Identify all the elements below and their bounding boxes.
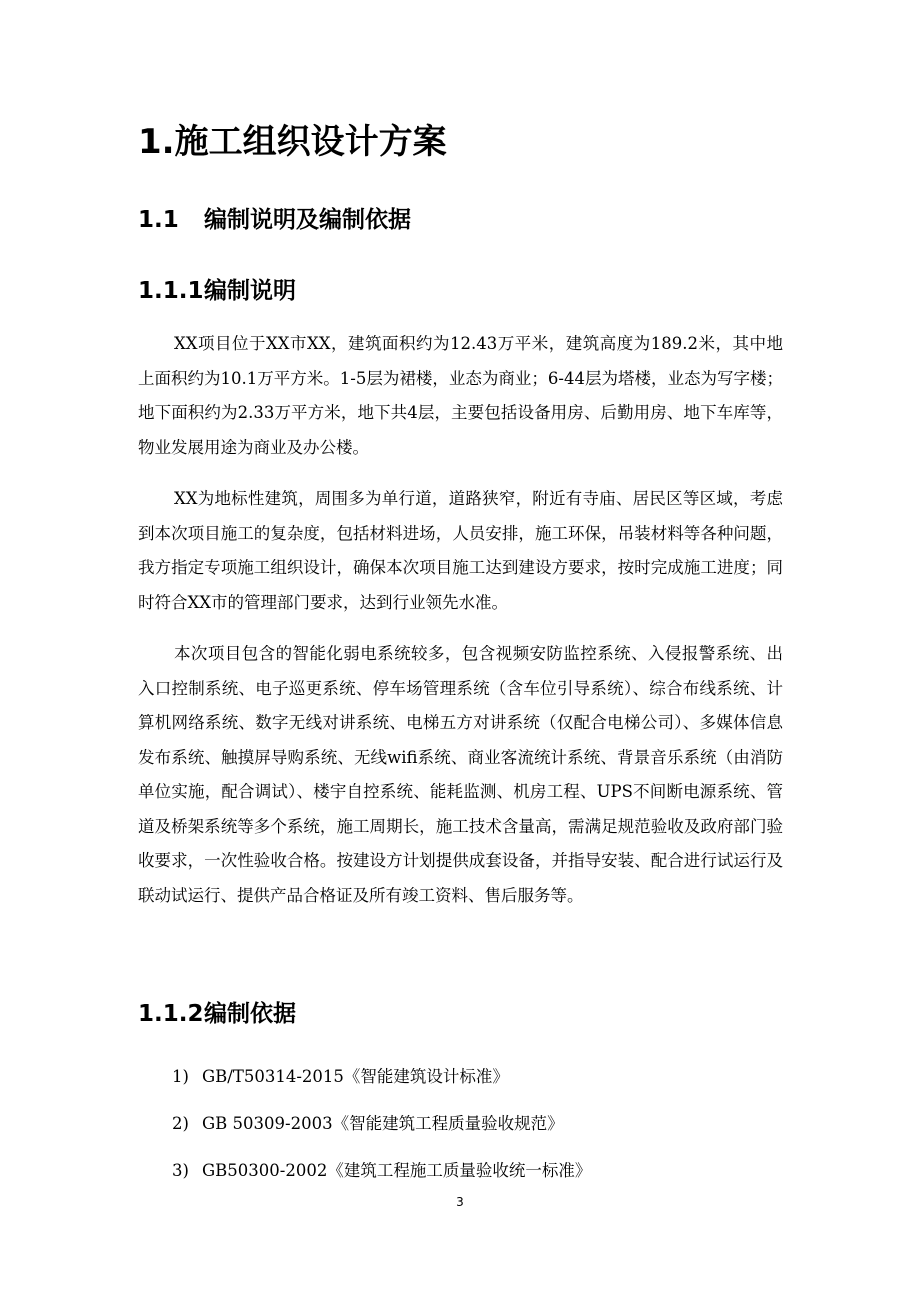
reference-text: GB 50309-2003《智能建筑工程质量验收规范》	[202, 1114, 564, 1133]
section-number: 1.1	[138, 207, 179, 233]
subsection-heading-2	[138, 995, 296, 1033]
reference-item	[172, 1109, 564, 1139]
reference-index: 3)	[172, 1161, 189, 1180]
subsection-heading-1	[138, 272, 296, 310]
page-number: 3	[456, 1195, 464, 1209]
paragraph-site-conditions: XX为地标性建筑，周围多为单行道，道路狭窄，附近有寺庙、居民区等区域，考虑到本次项目施工的复杂度，包括材料进场，人员安排，施工环保，吊装材料等各种问题，我方指定专项施工组织设计，确保本次项目施工达到建设方要求，按时完成施工进度；同时符合XX市的管理部门要求，达到行业领先水准。	[138, 489, 783, 612]
reference-item	[172, 1062, 509, 1092]
reference-text: GB/T50314-2015《智能建筑设计标准》	[202, 1067, 509, 1086]
chapter-heading: 1.施工组织设计方案	[138, 122, 447, 162]
section-heading	[138, 201, 411, 239]
subsection-title: 编制说明	[204, 278, 296, 304]
reference-text: GB50300-2002《建筑工程施工质量验收统一标准》	[202, 1161, 592, 1180]
subsection-title: 编制依据	[204, 1001, 296, 1027]
reference-index: 1)	[172, 1067, 189, 1086]
subsection-number: 1.1.2	[138, 1001, 204, 1027]
paragraph-project-overview: XX项目位于XX市XX，建筑面积约为12.43万平米，建筑高度为189.2米，其中地上面积约为10.1万平方米。1-5层为裙楼，业态为商业；6-44层为塔楼，业态为写字楼；地下面积约为2.33万平方米，地下共4层，主要包括设备用房、后勤用房、地下车库等，物业发展用途为商业及办公楼。	[138, 334, 783, 457]
reference-index: 2)	[172, 1114, 189, 1133]
paragraph-system-scope: 本次项目包含的智能化弱电系统较多，包含视频安防监控系统、入侵报警系统、出入口控制系统、电子巡更系统、停车场管理系统（含车位引导系统）、综合布线系统、计算机网络系统、数字无线对讲系统、电梯五方对讲系统（仅配合电梯公司）、多媒体信息发布系统、触摸屏导购系统、无线wifi系统、商业客流统计系统、背景音乐系统（由消防单位实施，配合调试）、楼宇自控系统、能耗监测、机房工程、UPS不间断电源系统、管道及桥架系统等多个系统，施工周期长，施工技术含量高，需满足规范验收及政府部门验收要求，一次性验收合格。按建设方计划提供成套设备，并指导安装、配合进行试运行及联动试运行、提供产品合格证及所有竣工资料、售后服务等。	[138, 644, 783, 905]
section-title: 编制说明及编制依据	[204, 207, 411, 233]
reference-item	[172, 1156, 591, 1186]
subsection-number: 1.1.1	[138, 278, 204, 304]
